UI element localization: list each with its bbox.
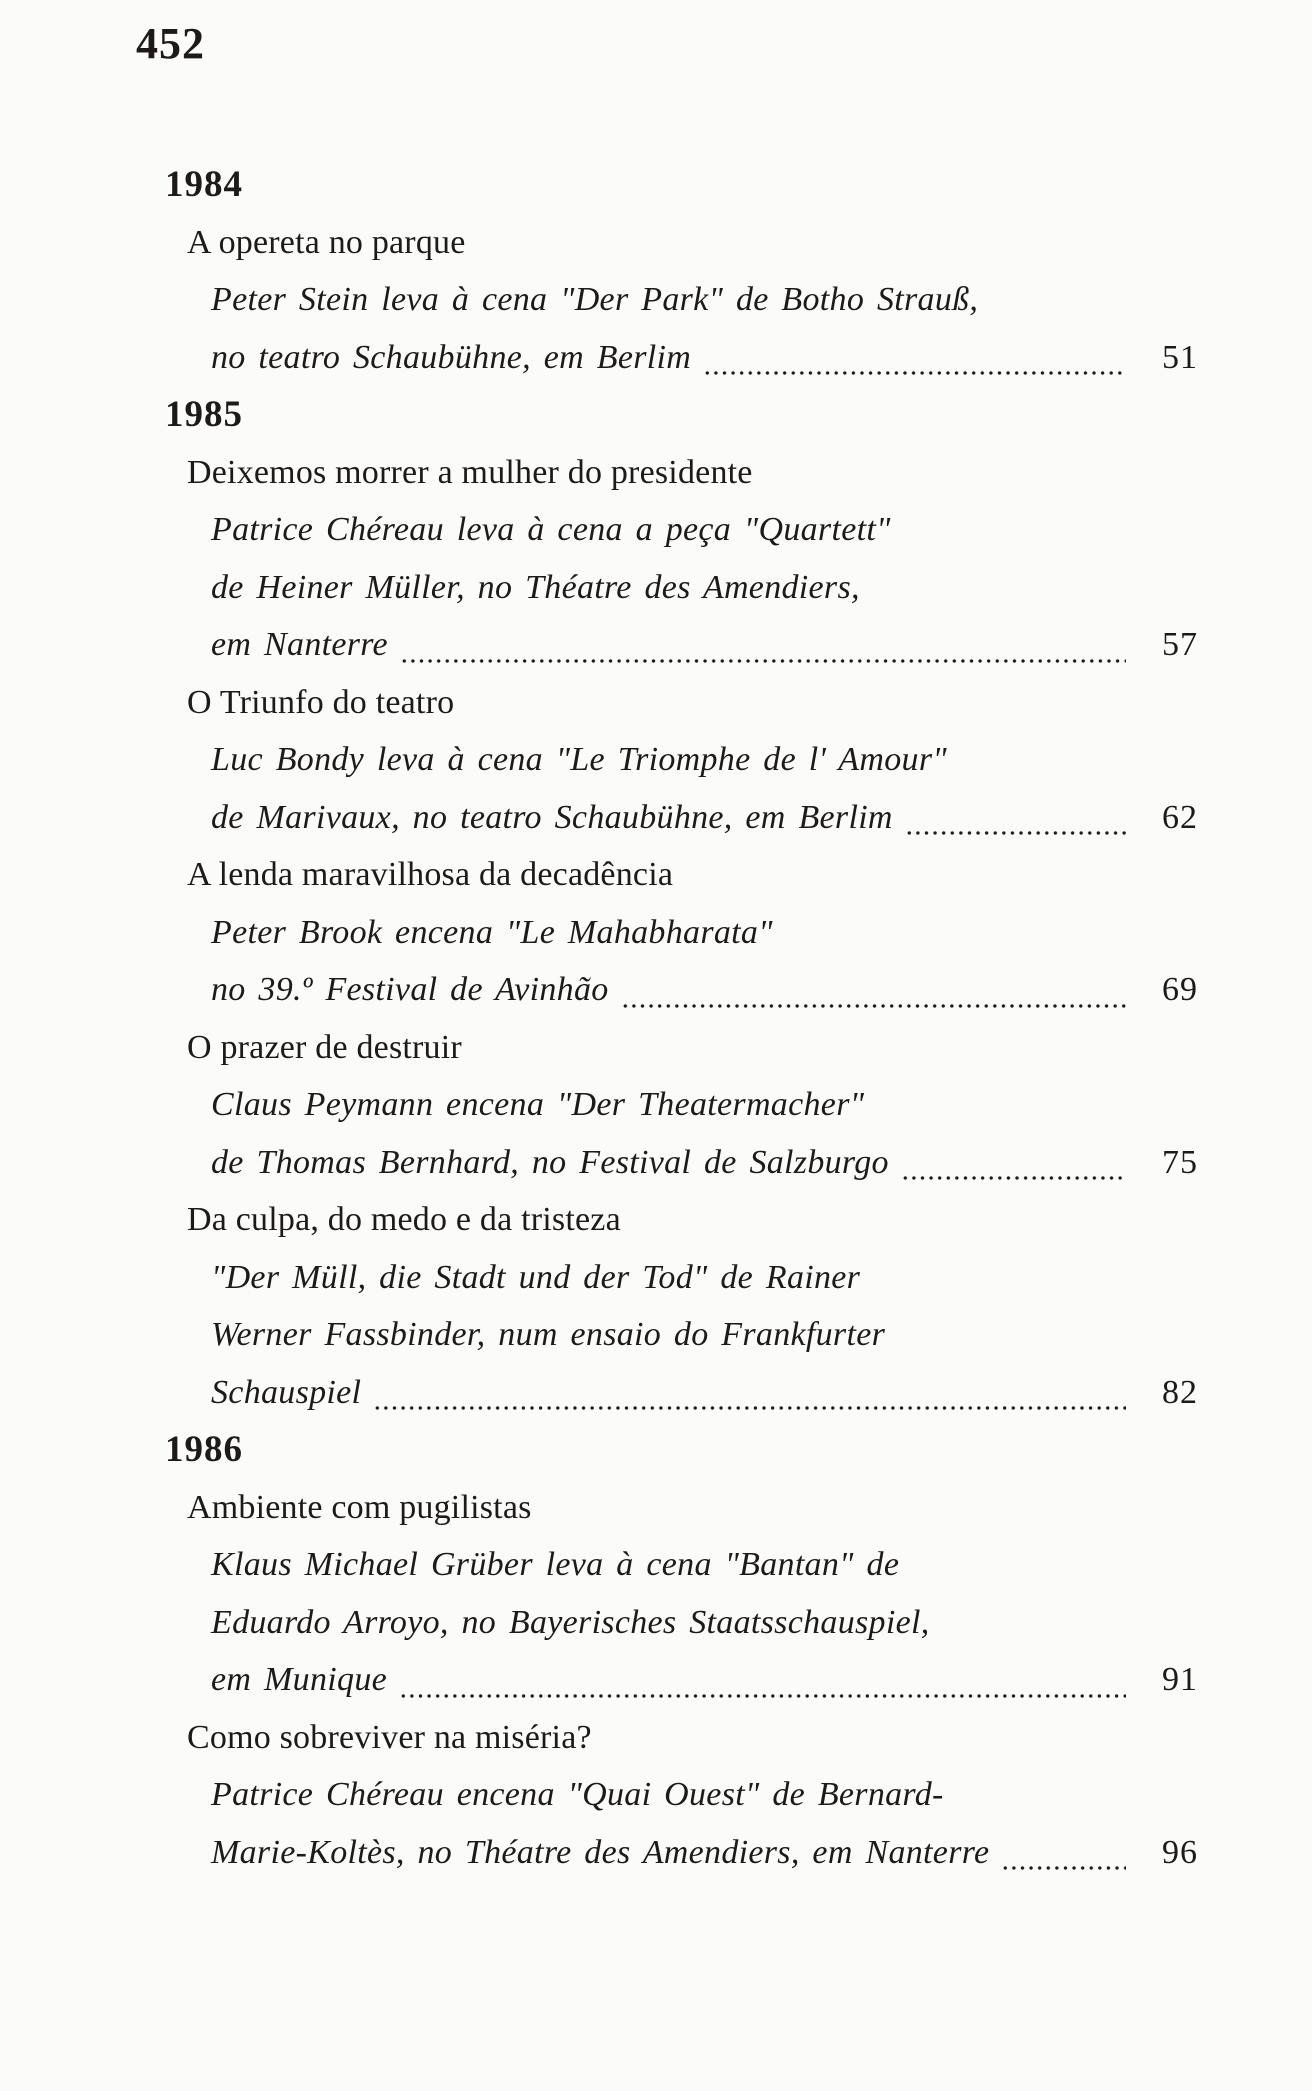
dot-leader [1001, 1824, 1126, 1882]
toc-entry-title: A opereta no parque [187, 223, 466, 261]
toc-entry-subtitle-line: Patrice Chéreau encena "Quai Ouest" de Bernard- [211, 1776, 944, 1813]
toc-entry-title: A lenda maravilhosa da decadência [187, 856, 674, 893]
toc-entry-subtitle-text: Schauspiel [211, 1373, 362, 1411]
toc-entry-subtitle-line: Patrice Chéreau leva à cena a peça "Quartett" [211, 511, 891, 548]
toc-entry-title: Deixemos morrer a mulher do presidente [187, 453, 753, 491]
toc-entry-subtitle-line: Eduardo Arroyo, no Bayerisches Staatsschauspiel, [211, 1603, 930, 1641]
dot-leader [703, 329, 1126, 387]
toc-entry-subtitle-text: de Thomas Bernhard, no Festival de Salzburgo [211, 1143, 889, 1181]
toc-entry-subtitle-text: de Marivaux, no teatro Schaubühne, em Berlim [211, 798, 893, 836]
toc-entry-subtitle-text: Marie-Koltès, no Théatre des Amendiers, em Nanterre [211, 1833, 990, 1871]
toc-page-number: 62 [1162, 798, 1198, 836]
toc-page-number: 51 [1162, 338, 1198, 376]
toc-year-heading: 1984 [165, 164, 243, 205]
toc-entry-title: Ambiente com pugilistas [187, 1488, 532, 1526]
toc-entry-subtitle-line: "Der Müll, die Stadt und der Tod" de Rainer [211, 1258, 861, 1296]
table-of-contents [165, 156, 1198, 1881]
toc-entry-subtitle-line [211, 1364, 1198, 1422]
dot-leader [905, 789, 1126, 847]
toc-entry-subtitle-line: Peter Brook encena "Le Mahabharata" [211, 913, 773, 951]
dot-leader [400, 616, 1126, 674]
toc-entry-subtitle-line [211, 1824, 1198, 1882]
toc-entry-subtitle-line [211, 789, 1198, 847]
dot-leader [399, 1651, 1126, 1709]
page-folio: 452 [136, 19, 205, 68]
toc-entry-title: Da culpa, do medo e da tristeza [187, 1201, 621, 1238]
toc-entry-subtitle-line: Luc Bondy leva à cena "Le Triomphe de l' Amour" [211, 741, 947, 778]
toc-entry-subtitle-text: no 39.º Festival de Avinhão [211, 971, 609, 1008]
dot-leader [621, 961, 1126, 1019]
toc-entry-subtitle-line: Klaus Michael Grüber leva à cena "Bantan" de [211, 1546, 900, 1583]
toc-page-number: 96 [1162, 1833, 1198, 1871]
toc-entry-subtitle-line: Claus Peymann encena "Der Theatermacher" [211, 1086, 865, 1123]
toc-year-heading: 1985 [165, 394, 243, 435]
toc-page-number: 91 [1162, 1661, 1198, 1698]
toc-entry-subtitle-line [211, 616, 1198, 674]
toc-page-number: 75 [1162, 1143, 1198, 1181]
toc-entry-title: Como sobreviver na miséria? [187, 1718, 592, 1756]
toc-entry-subtitle-text: em Munique [211, 1661, 388, 1698]
toc-entry-subtitle-line: Werner Fassbinder, num ensaio do Frankfurter [211, 1316, 886, 1353]
dot-leader [901, 1134, 1126, 1192]
toc-entry-subtitle-line [211, 1651, 1198, 1709]
toc-page-number: 82 [1162, 1373, 1198, 1411]
toc-entry-subtitle-line [211, 961, 1198, 1019]
toc-entry-subtitle-text: no teatro Schaubühne, em Berlim [211, 338, 692, 376]
toc-entry-subtitle-line: Peter Stein leva à cena "Der Park" de Botho Strauß, [211, 281, 979, 318]
toc-entry-subtitle-line: de Heiner Müller, no Théatre des Amendiers, [211, 568, 860, 606]
toc-entry-subtitle-line [211, 329, 1198, 387]
toc-entry-title: O prazer de destruir [187, 1028, 462, 1066]
toc-entry-subtitle-line [211, 1134, 1198, 1192]
toc-entry-subtitle-text: em Nanterre [211, 626, 388, 663]
toc-year-heading: 1986 [165, 1429, 243, 1470]
toc-page-number: 69 [1162, 971, 1198, 1008]
toc-page-number: 57 [1162, 626, 1198, 663]
toc-entry-title: O Triunfo do teatro [187, 683, 455, 721]
dot-leader [373, 1364, 1126, 1422]
